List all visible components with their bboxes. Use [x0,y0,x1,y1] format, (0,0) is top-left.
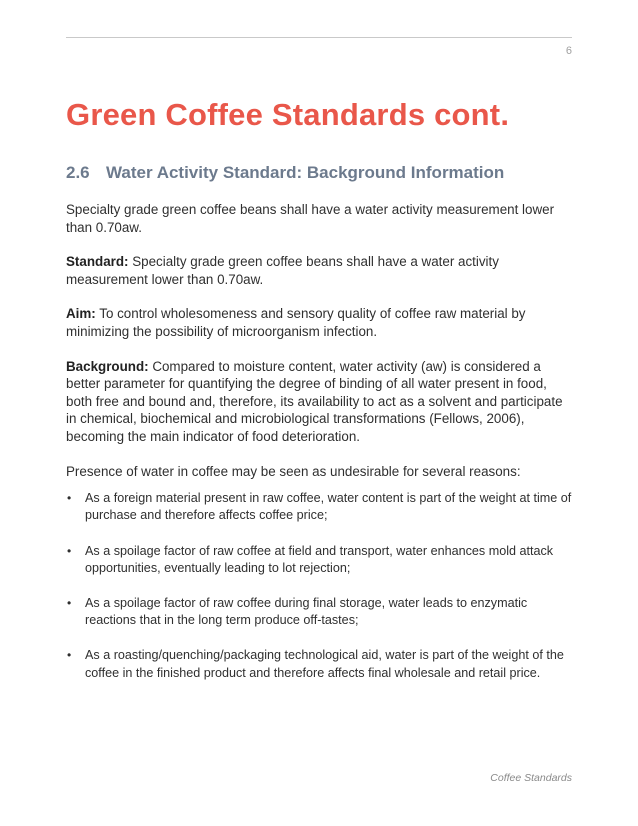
bullet-icon: • [67,491,72,506]
footer-label: Coffee Standards [490,772,572,784]
list-item-text: As a spoilage factor of raw coffee at field and transport, water enhances mold attack opportunities, eventually leading to lot rejection; [85,543,554,575]
body-content [66,201,576,700]
background-label: Background: [66,358,149,374]
intro-paragraph: Specialty grade green coffee beans shall have a water activity measurement lower than 0.70aw. [66,202,555,235]
header-rule [66,37,572,38]
list-item-text: As a spoilage factor of raw coffee during final storage, water leads to enzymatic reactions that in the long term produce off-tastes; [85,595,528,628]
section-number: 2.6 [66,163,90,182]
aim-text: To control wholesomeness and sensory quality of coffee raw material by minimizing the possibility of microorganism infection. [66,306,526,339]
standard-paragraph [66,253,576,288]
standard-label: Standard: [66,254,129,270]
section-title: Water Activity Standard: Background Information [106,163,505,182]
background-paragraph [66,358,576,446]
list-item [66,543,576,577]
list-item [66,490,576,524]
list-item [66,595,576,629]
page-title: Green Coffee Standards cont. [66,97,510,132]
list-item [66,647,576,681]
reasons-intro: Presence of water in coffee may be seen as undesirable for several reasons: [66,463,521,479]
bullet-icon: • [67,648,72,663]
standard-text: Specialty grade green coffee beans shall have a water activity measurement lower than 0.70aw. [66,254,499,287]
aim-label: Aim: [66,306,96,322]
background-text: Compared to moisture content, water activity (aw) is considered a better parameter for quantifying the degree of binding of all water present in food, both free and bound and, therefore, its availability to act as a solvent and participate in chemical, biochemical and microbiological transformations (Fellows, 2006), becoming the main indicator of food deterioration. [66,358,563,444]
section-heading [66,163,504,183]
reasons-list [66,490,576,682]
aim-paragraph [66,305,576,340]
bullet-icon: • [67,543,72,558]
page-number: 6 [565,45,572,57]
list-item-text: As a foreign material present in raw coffee, water content is part of the weight at time of purchase and therefore affects coffee price; [85,491,572,523]
bullet-icon: • [67,595,72,610]
list-item-text: As a roasting/quenching/packaging technological aid, water is part of the weight of the coffee in the finished product and therefore affects final wholesale and retail price. [85,648,564,680]
